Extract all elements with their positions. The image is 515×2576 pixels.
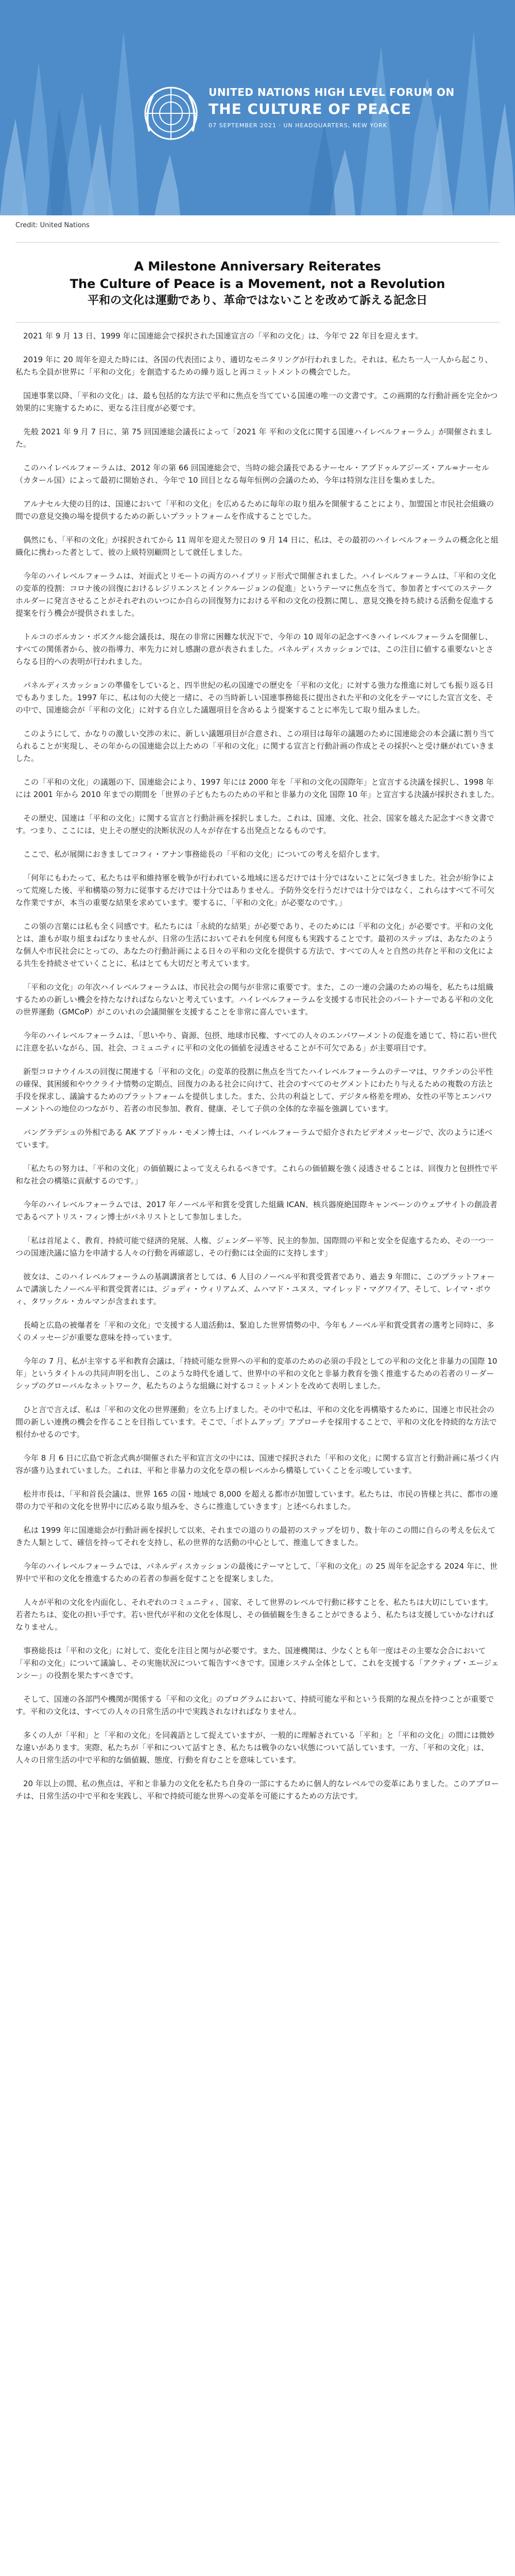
article-paragraph: 彼女は、このハイレベルフォーラムの基調講演者としては、6 人目のノーベル平和賞受賞者であり、過去 9 年間に、このプラットフォームで講演したノーベル平和賞受賞者には、ジョディ・ウィリアムズ、ムハマド・ユヌス、マイレッド・マグワイア、そして、レイマ・ボウィ、タワックル・カルマンが含まれます。 [15,1272,495,1306]
article-paragraph: 20 年以上の間、私の焦点は、平和と非暴力の文化を私たち自身の一部にするために個人的なレベルでの変革にありました。このアプローチは、日常生活の中で平和を実践し、平和で持続可能な世界への変革を可能にするための方法です。 [15,1779,499,1801]
article-paragraph: アルナセル大使の目的は、国連において「平和の文化」を広めるために毎年の取り組みを開催することにより、加盟国と市民社会組織の間での意見交換の場を提供するための新しいプラットフォームを作成することでした。 [15,499,494,521]
article-paragraph: 「私は首尾よく、教育、持続可能で経済的発展、人権、ジェンダー平等、民主的参加、国際間の平和と安全を促進するため、その一つ一つの国連決議に協力を申請する人々の行動を再確認し、その行動には全面的に支持します」 [15,1236,494,1258]
article-paragraph: 新型コロナウイルスの回復に関連する「平和の文化」の変革的役割に焦点を当てたハイレベルフォーラムのテーマは、ワクチンの公平性の確保、貧困緩和やウクライナ情勢の定期点、回復力のある社会に向けて、社会のすべてのセグメントにわたり与えるための複数の方法と手段を探求し、議論するためのプラットフォームを提供しました。また、公共の利益として、デジタル格差を埋め、女性の平等とエンパワーメントへの地位のつながり、若者の市民参加、教育、健康、そして子供の全体的な幸福を強調しています。 [15,1067,494,1113]
banner-title-line2: THE CULTURE OF PEACE [209,100,411,117]
article-paragraph: 長崎と広島の被爆者を「平和の文化」で支援する人道活動は、緊迫した世界情勢の中、今年もノーベル平和賞受賞者の選考と同時に、多くのメッセージが重要な意味を持っています。 [15,1320,494,1342]
article-paragraph: 今年のハイレベルフォーラムは、対面式とリモートの両方のハイブリッド形式で開催されました。ハイレベルフォーラムは、「平和の文化の変革的役割：コロナ後の回復におけるレジリエンスとインクルージョンの促進」というテーマに焦点を当て、参加者とすべてのステークホルダーに発言させることがそれぞれのいつにか自らの回復努力における平和の文化の役割に関し、意見交換を持ち続ける活動を促進する提案を行う機会が提供されました。 [15,571,496,618]
article-paragraph: バングラデシュの外相である AK アブドゥル・モメン博士は、ハイレベルフォーラムで紹介されたビデオメッセージで、次のように述べています。 [15,1128,492,1149]
article-paragraph: 人々が平和の文化を内面化し、それぞれのコミュニティ、国家、そして世界のレベルで行動に移すことを、私たちは大切にしています。若者たちは、変化の担い手です。若い世代が平和の文化を体現し、その価値観を生きることができるよう、私たちは支援していかなければなりません。 [15,1598,494,1632]
article-paragraph: その歴史、国連は「平和の文化」に関する宣言と行動計画を採択しました。これは、国連、文化、社会、国家を越えた記念すべき文書です。つまり、ここには、史上その歴史的決断状況の人々が存在する出発点となるものです。 [15,814,494,835]
article-paragraph: 今年のハイレベルフォーラムでは、2017 年ノーベル平和賞を受賞した組織 ICAN、核兵器廃絶国際キャンペーンのウェブサイトの創設者であるベアトリス・フィン博士がパネリストとして参加しました。 [15,1200,497,1222]
article-paragraph: 多くの人が「平和」と「平和の文化」を同義語として捉えていますが、一般的に理解されている「平和」と「平和の文化」の間には微妙な違いがあります。実際、私たちが「平和について話すとき、私たちは戦争のない状態について話しています。一方、「平和の文化」は、人々の日常生活の中で平和的な価値観、態度、行動を育むことを意味しています。 [15,1731,495,1765]
article-heading [0,258,515,309]
banner-title-line1: UNITED NATIONS HIGH LEVEL FORUM ON [209,86,455,98]
article-title: A Milestone Anniversary Reiterates [134,259,381,274]
article-paragraph: トルコのボルカン・ボズクル総会議長は、現在の非常に困難な状況下で、今年の 10 周年の記念すべきハイレベルフォーラムを開催し、すべての関係者から、彼の指導力、率先力に対し感謝の意が表されました。パネルディスカッションでは、この注目に値する重要ないとさらなる目的への表明が行われました。 [15,632,494,666]
divider-heading [15,322,500,323]
image-credit: Credit: United Nations [15,222,90,229]
article-paragraph: 国連事業以降、「平和の文化」は、最も包括的な方法で平和に焦点を当てている国連の唯一の文書です。この画期的な行動計画を完全かつ効果的に実施するために、更なる注目度が必要です。 [15,391,498,413]
article-paragraph: ここで、私が展開におきましてコフィ・アナン事務総長の「平和の文化」についての考えを紹介します。 [23,850,385,859]
article-title-japanese: 平和の文化は運動であり、革命ではないことを改めて訴える記念日 [87,294,427,307]
article-paragraph: 2021 年 9 月 13 日、1999 年に国連総会で採択された国連宣言の「平和の文化」は、今年で 22 年目を迎えます。 [23,331,423,341]
article-paragraph: 今年のハイレベルフォーラムでは、パネルディスカッションの最後にテーマとして、「平和の文化」の 25 周年を記念する 2024 年に、世界中で平和の文化を推進するための若者の参画を促すことを提案しました。 [15,1562,497,1583]
article-paragraph: 「私たちの努力は、「平和の文化」の価値観によって支えられるべきです。これらの価値観を強く浸透させることは、回復力と包摂性で平和な社会の構築に貢献するのです。」 [15,1164,498,1185]
article-subtitle: The Culture of Peace is a Movement, not a Revolution [70,277,445,291]
article-paragraph: このようにして、かなりの激しい交渉の末に、新しい議題項目が合意され、この項目は毎年の議題のために国連総会の本会議に割り当てられることが実現し、その年からの国連総会以上ための「平和の文化」に関する宣言と行動計画の作成とその採択へと受け継がれていきました。 [15,729,495,763]
article-paragraph: 私は 1999 年に国連総会が行動計画を採択して以来、それまでの道のりの最初のステップを切り、数十年のこの間に自らの考えを伝えてきた人類として、確信を持ってそれを支持し、私の世界的な活動の中心として、推進してきました。 [15,1526,496,1547]
hero-banner [0,0,515,215]
article-paragraph: 今年の 7 月、私が主宰する平和教育会議は、「持続可能な世界への平和的変革のための必須の手段としての平和の文化と非暴力の国際 10 年」というタイトルの共同声明を出し、このような時代を通して、世界中の平和の文化と非暴力教育を強く推進するための若者のリーダーシップのグローバルなネットワーク、私たちのような組織に対するコミットメントを改めて表明しました。 [15,1357,497,1391]
banner-title [209,85,455,129]
article-body [15,330,500,1814]
article-paragraph: 今年 8 月 6 日に広島で祈念式典が開催された平和宣言文の中には、国連で採択された「平和の文化」に関する宣言と行動計画に基づく内容が盛り込まれていました。これは、平和と非暴力の文化を草の根レベルから構築していくことを示唆しています。 [15,1453,499,1475]
article-paragraph: そして、国連の各部門や機関が関係する「平和の文化」のプログラムにおいて、持続可能な平和という長期的な視点を持つことが重要です。平和の文化は、すべての人々の日常生活の中で実践されなければなりません。 [15,1694,494,1716]
article-paragraph: パネルディスカッションの準備をしていると、四半世紀の私の国連での歴史を「平和の文化」に対する強力な推進に対しても振り返る日でもありました。1997 年に、私は旬の大使と一緒に、その当時新しい国連事務総長に提出された平和の文化をテーマにした宣言文を、その中で、国連総会が「平和の文化」に対する自立した議題項目を含めるよう提案することに率先して取り組みました。 [15,681,494,715]
article-paragraph: このハイレベルフォーラムは、2012 年の第 66 回国連総会で、当時の総会議長であるナーセル・アブドゥルアジーズ・アル=ナーセル（カタール国）によって最初に開始され、今年で 10 回目となる毎年恒例の会議のため、今年は特別な注目を集めました。 [15,463,490,485]
article-paragraph: 松井市長は、「平和首長会議は、世界 165 の国・地域で 8,000 を超える都市が加盟しています。私たちは、市民の皆様と共に、都市の連帯の力で平和の文化を世界中に広める取り組みを、さらに推進していきます」と述べられました。 [15,1489,498,1511]
divider-top [15,242,500,243]
article-paragraph: 先般 2021 年 9 月 7 日に、第 75 回国連総会議長によって「2021 年 平和の文化に関する国連ハイレベルフォーラム」が開催されました。 [15,427,493,449]
article-paragraph: ひと言で言えば、私は「平和の文化の世界運動」を立ち上げました。その中で私は、平和の文化を再構築するために、国連と市民社会の間の新しい連携の機会を作ることを目指しています。そこで、「ボトムアップ」アプローチを採用することで、平和の文化を持続的な方法で根付かせるのです。 [15,1405,497,1439]
article-paragraph: 偶然にも、「平和の文化」が採択されてから 11 周年を迎えた翌日の 9 月 14 日に、私は、その最初のハイレベルフォーラムの概念化と組織化に携わった者として、彼の上級特別顧問として就任しました。 [15,535,499,557]
article-paragraph: この領の言葉には私も全く同感です。私たちには「永続的な結果」が必要であり、そのためには「平和の文化」が必要です。平和の文化とは、誰もが取り組まねばなりませんが、日常の生活においてそれを何度も何度もも実践することです。最初のステップは、あなたのような個人や市民社会にとっての、あなたの行動計画による日々の平和の文化を提供する方法で、すべての人々と自然の共存と平和の文化による共生を持続させていくことに、私はとても大切だと考えています。 [15,922,494,968]
article-paragraph: 「平和の文化」の年次ハイレベルフォーラムは、市民社会の関与が非常に重要です。また、この一連の会議のための場を、私たちは組織するための新しい機会を持たなければならないと考えています。ハイレベルフォーラムを支援する市民社会のパートナーである平和の文化の世界運動（GMCoP）がこのいれの会議開催を支援することを非常に喜んでいます。 [15,982,493,1016]
banner-event-date: 07 SEPTEMBER 2021 · UN HEADQUARTERS, NEW YORK [209,122,387,129]
article-paragraph: 2019 年に 20 周年を迎えた時には、各国の代表団により、適切なモニタリングが行われました。それは、私たち一人一人から起こり、私たち全員が世界に「平和の文化」を創造するための繰り返しと再コミットメントの機会でした。 [15,355,493,377]
article-paragraph: 「何年にもわたって、私たちは平和維持軍を戦争が行われている地域に送るだけでは十分ではないことに気づきました。社会が紛争によって荒廃した後、平和構築の努力に従事するだけでは十分ではありません。予防外交を行うだけでは十分ではなく、これらはすべて不可欠な作業ですが、本当の重要な結果を求めています。要するに、「平和の文化」が必要なのです。」 [15,873,495,907]
un-emblem-icon [140,82,202,144]
article-paragraph: 事務総長は「平和の文化」に対して、変化を注目と関与が必要です。また、国連機関は、少なくとも年一度はその主要な会合において「平和の文化」について議論し、その実施状況について報告すべきです。国連システム全体として、これを支援する「アクティブ・エージェンシー」の役割を果たすべきです。 [15,1646,499,1680]
article-paragraph: 今年のハイレベルフォーラムは、「思いやり、資源、包摂、地球市民権、すべての人々のエンパワーメントの促進を通じて、特に若い世代に注意を払いながら、国、社会、コミュニティに平和の文化の価値を浸透させることが不可欠である」が主要項目です。 [15,1031,497,1053]
article-paragraph: この「平和の文化」の議題の下、国連総会により、1997 年には 2000 年を「平和の文化の国際年」と宣言する決議を採択し、1998 年には 2001 年から 2010 年までの期間を「世界の子どもたちのための平和と非暴力の文化 国際 10 年」と宣言する決議が採択されました。 [15,777,499,799]
